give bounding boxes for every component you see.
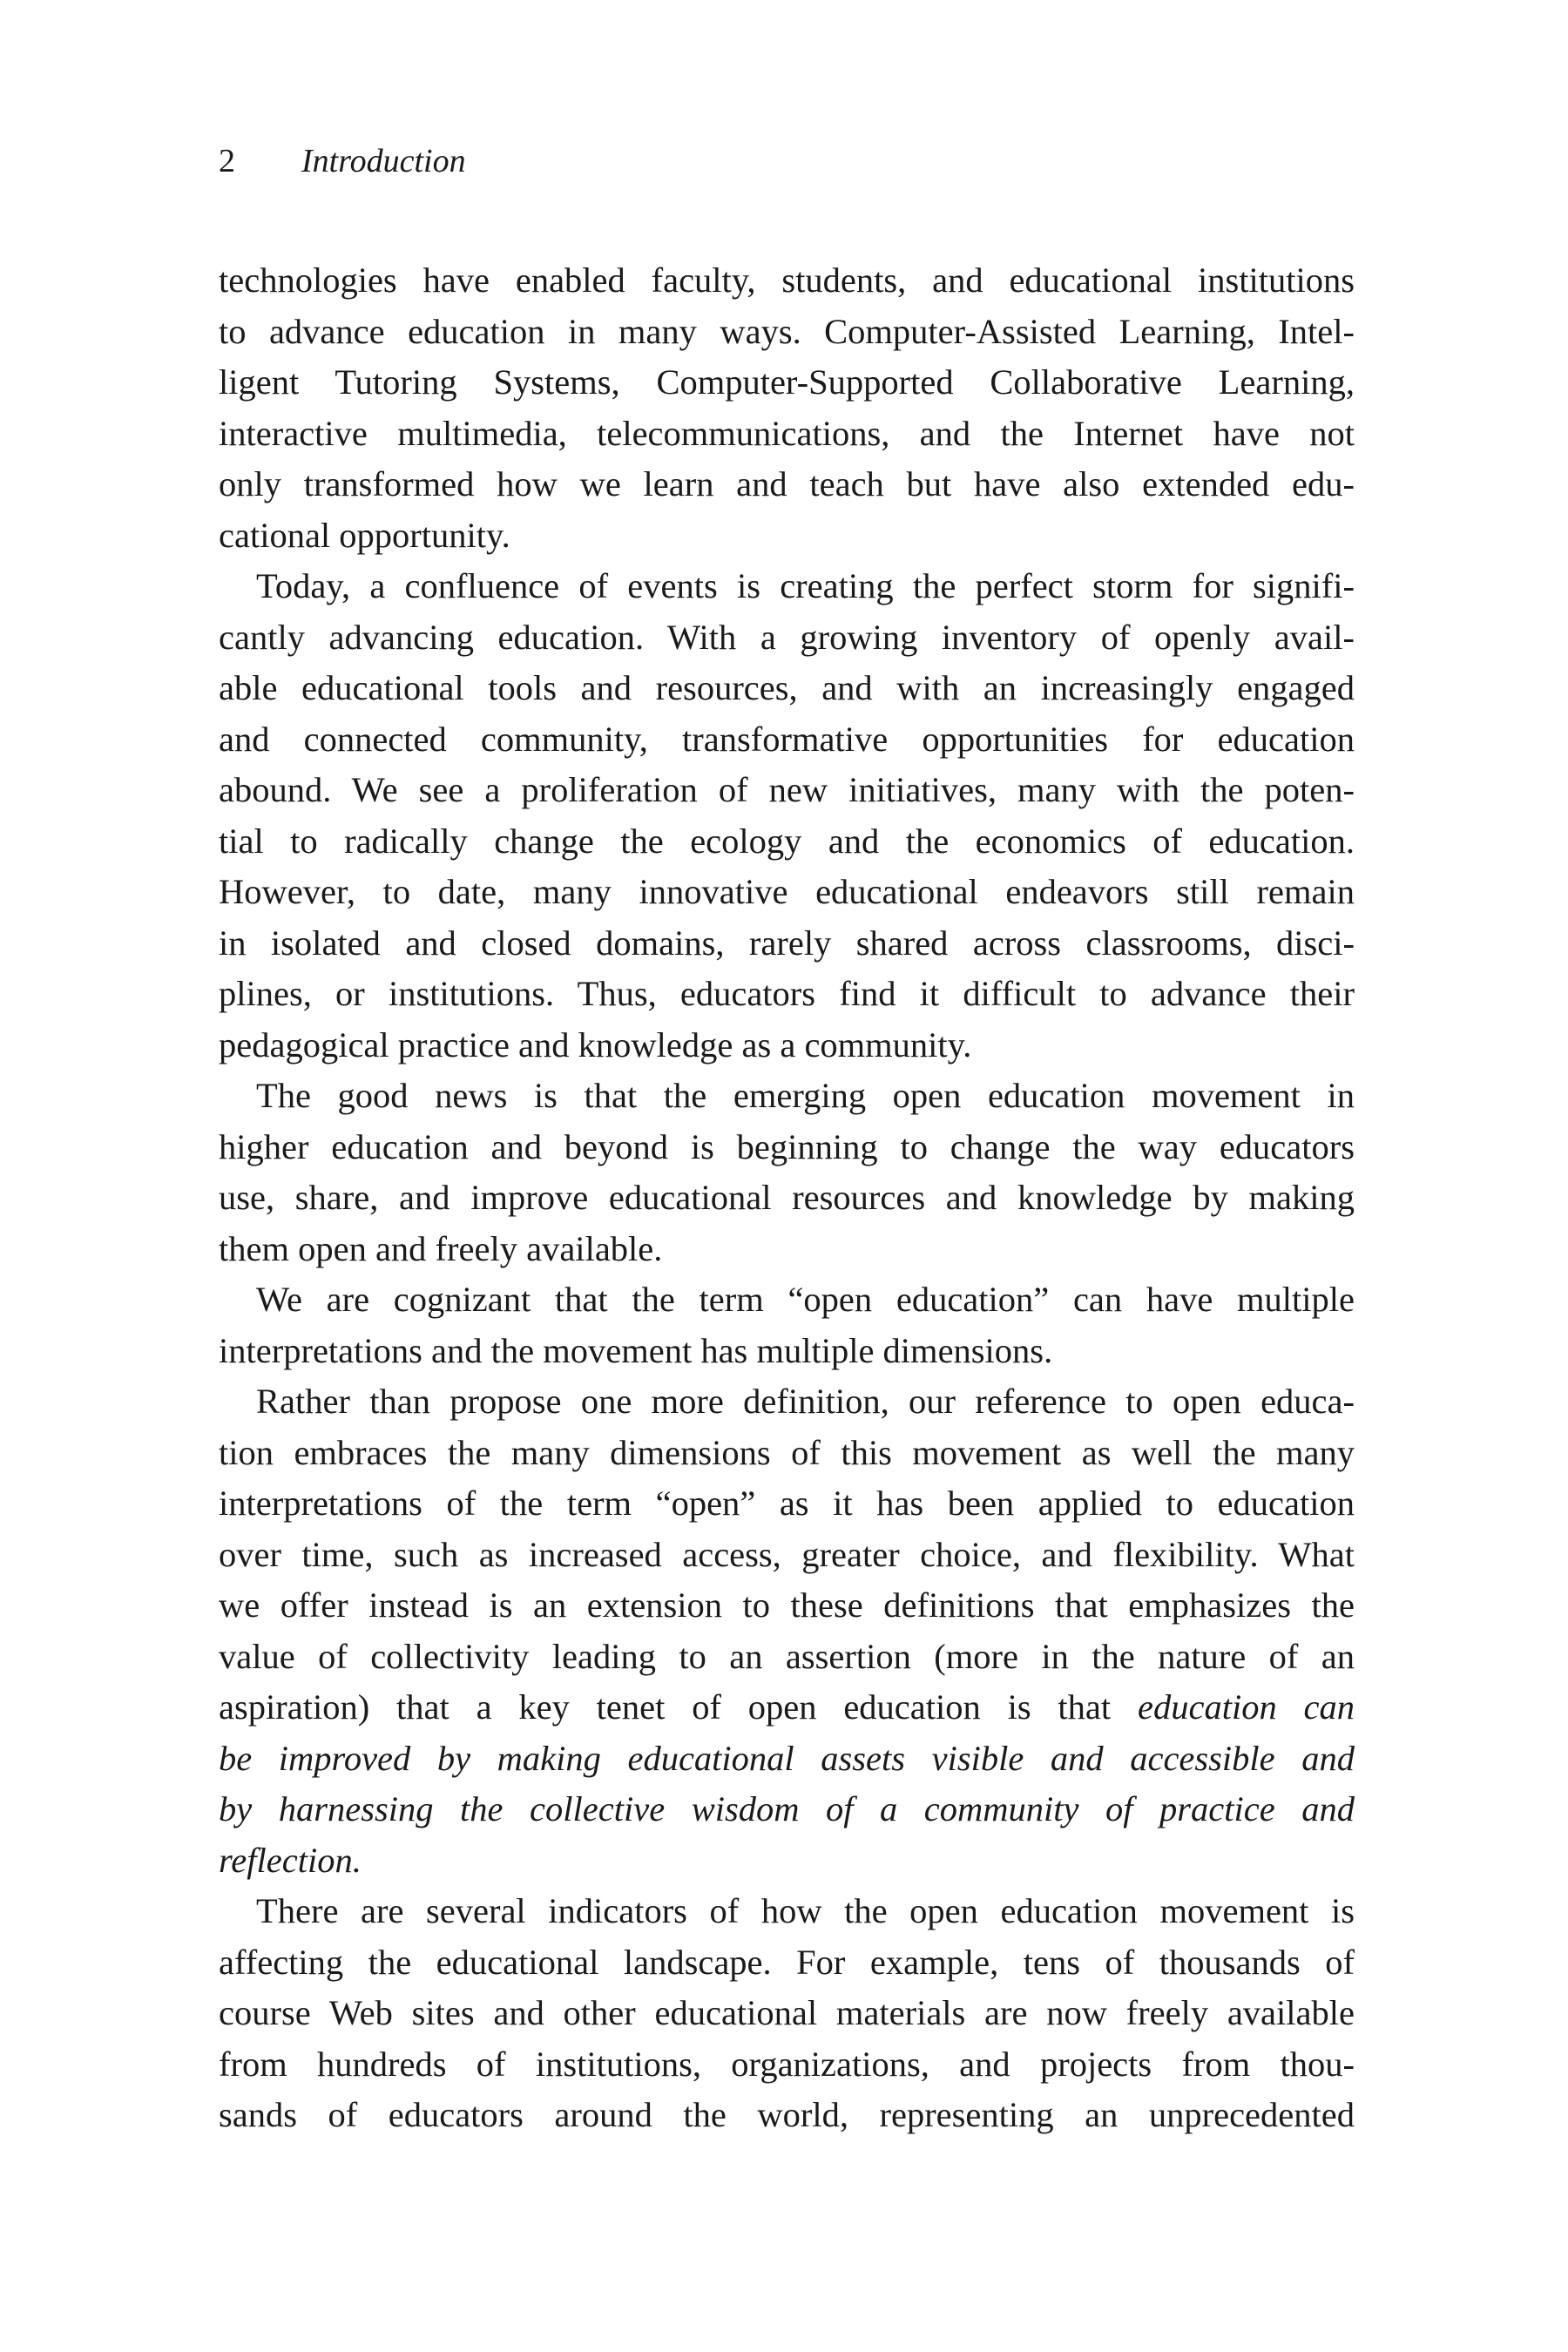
text-line: tion embraces the many dimensions of this movement as well the many (219, 1432, 1355, 1472)
text-line: The good news is that the emerging open education movement in (256, 1076, 1355, 1115)
text-line: over time, such as increased access, greater choice, and flexibility. What (219, 1534, 1355, 1574)
page-number: 2 (219, 143, 235, 179)
text-line: use, share, and improve educational resources and knowledge by making (219, 1178, 1355, 1217)
text-line: Rather than propose one more definition, our reference to open educa- (256, 1382, 1355, 1421)
text-line: abound. We see a proliferation of new initiatives, many with the poten- (219, 770, 1355, 809)
text-line: from hundreds of institutions, organizations, and projects from thou- (219, 2044, 1355, 2084)
text-line: Today, a confluence of events is creating the perfect storm for signifi- (256, 566, 1355, 605)
running-head (219, 139, 466, 183)
text-line: ligent Tutoring Systems, Computer-Supported Collaborative Learning, (219, 362, 1355, 402)
text-line: interpretations of the term “open” as it has been applied to education (219, 1484, 1355, 1523)
text-line: affecting the educational landscape. For example, tens of thousands of (219, 1942, 1355, 1982)
text-line: However, to date, many innovative educational endeavors still remain (219, 872, 1355, 911)
text-line: to advance education in many ways. Computer-Assisted Learning, Intel- (219, 311, 1355, 351)
text-line: and connected community, transformative opportunities for education (219, 719, 1355, 759)
section-title: Introduction (301, 143, 466, 179)
text-line: value of collectivity leading to an assertion (more in the nature of an (219, 1636, 1355, 1676)
text-line: tial to radically change the ecology and the economics of education. (219, 821, 1355, 861)
text-line: sands of educators around the world, representing an unprecedented (219, 2095, 1355, 2134)
text-line: pedagogical practice and knowledge as a community. (219, 1024, 972, 1064)
text-line: technologies have enabled faculty, students, and educational institutions (219, 260, 1355, 300)
text-line: higher education and beyond is beginning to change the way educators (219, 1126, 1355, 1166)
text-line-mixed (219, 1682, 1355, 1734)
text-segment: aspiration) that a key tenet of open education is that (219, 1687, 1138, 1727)
emphasis-line: be improved by making educational assets visible and accessible and (219, 1738, 1355, 1778)
text-line: able educational tools and resources, and with an increasingly engaged (219, 668, 1355, 707)
text-line: cantly advancing education. With a growing inventory of openly avail- (219, 617, 1355, 657)
emphasis-line: reflection. (219, 1840, 362, 1880)
emphasis-text: education can (1138, 1687, 1355, 1727)
emphasis-line: by harnessing the collective wisdom of a community of practice and (219, 1789, 1355, 1828)
text-line: only transformed how we learn and teach but have also extended edu- (219, 464, 1355, 504)
text-line: we offer instead is an extension to these definitions that emphasizes the (219, 1585, 1355, 1625)
text-line: them open and freely available. (219, 1228, 663, 1268)
text-line: interpretations and the movement has multiple dimensions. (219, 1330, 1053, 1370)
body-text (219, 255, 1355, 2141)
text-line: interactive multimedia, telecommunications, and the Internet have not (219, 413, 1355, 453)
text-line: We are cognizant that the term “open education” can have multiple (256, 1280, 1355, 1319)
text-line: There are several indicators of how the open education movement is (256, 1891, 1355, 1930)
text-line: course Web sites and other educational materials are now freely available (219, 1993, 1355, 2032)
text-line: in isolated and closed domains, rarely shared across classrooms, disci- (219, 923, 1355, 963)
text-line: plines, or institutions. Thus, educators find it difficult to advance their (219, 974, 1355, 1013)
text-line: cational opportunity. (219, 515, 510, 555)
